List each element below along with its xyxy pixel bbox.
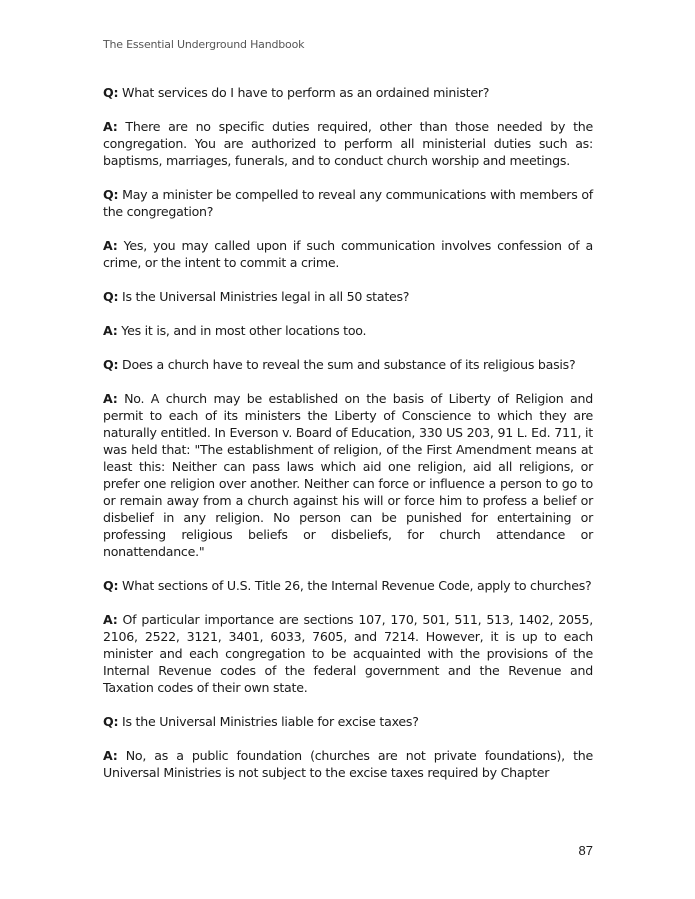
qa-label: Q:: [103, 578, 119, 593]
answer-6: [103, 747, 593, 781]
qa-label: Q:: [103, 85, 119, 100]
qa-text: No. A church may be established on the basis of Liberty of Religion and permit to each of its ministers the Liberty of Conscience to which they are naturally entitled. In Everson v. Board of Education, 330 US 203, 91 L. Ed. 711, it was held that: "The establishment of religion, of the First Amendment means at least this: Neither can pass laws which aid one religion, aid all religions, or prefer one religion over another. Neither can force or influence a person to go to or remain away from a church against his will or force him to profess a belief or disbelief in any religion. No person can be punished for entertaining or professing religious beliefs or disbeliefs, for church attendance or nonattendance.": [103, 391, 593, 559]
qa-label: Q:: [103, 187, 119, 202]
qa-text: Is the Universal Ministries liable for excise taxes?: [122, 714, 419, 729]
qa-label: A:: [103, 748, 118, 763]
qa-text: Does a church have to reveal the sum and substance of its religious basis?: [122, 357, 576, 372]
qa-label: Q:: [103, 289, 119, 304]
qa-text: Yes it is, and in most other locations too.: [121, 323, 367, 338]
answer-3: [103, 322, 593, 339]
qa-text: Yes, you may called upon if such communication involves confession of a crime, or the intent to commit a crime.: [103, 238, 593, 270]
question-3: [103, 288, 593, 305]
question-1: [103, 84, 593, 101]
question-5: [103, 577, 593, 594]
qa-text: Is the Universal Ministries legal in all 50 states?: [122, 289, 410, 304]
question-4: [103, 356, 593, 373]
qa-label: A:: [103, 119, 118, 134]
qa-label: A:: [103, 391, 118, 406]
qa-label: A:: [103, 612, 118, 627]
answer-2: [103, 237, 593, 271]
answer-1: [103, 118, 593, 169]
qa-text: No, as a public foundation (churches are not private foundations), the Universal Ministries is not subject to the excise taxes required by Chapter: [103, 748, 593, 780]
qa-text: May a minister be compelled to reveal any communications with members of the congregation?: [103, 187, 593, 219]
qa-content: [103, 84, 593, 798]
qa-text: Of particular importance are sections 107, 170, 501, 511, 513, 1402, 2055, 2106, 2522, 3121, 3401, 6033, 7605, and 7214. However, it is up to each minister and each congregation to be acquainted with the provisions of the Internal Revenue codes of the federal government and the Revenue and Taxation codes of their own state.: [103, 612, 593, 695]
qa-label: Q:: [103, 357, 119, 372]
qa-text: There are no specific duties required, other than those needed by the congregation. You are authorized to perform all ministerial duties such as: baptisms, marriages, funerals, and to conduct church worship and meetings.: [103, 119, 593, 168]
qa-label: A:: [103, 323, 118, 338]
page-number: 87: [578, 843, 593, 858]
running-header: The Essential Underground Handbook: [103, 38, 305, 51]
question-2: [103, 186, 593, 220]
qa-text: What sections of U.S. Title 26, the Internal Revenue Code, apply to churches?: [122, 578, 592, 593]
qa-label: Q:: [103, 714, 119, 729]
answer-5: [103, 611, 593, 696]
qa-label: A:: [103, 238, 118, 253]
qa-text: What services do I have to perform as an ordained minister?: [122, 85, 490, 100]
answer-4: [103, 390, 593, 560]
question-6: [103, 713, 593, 730]
